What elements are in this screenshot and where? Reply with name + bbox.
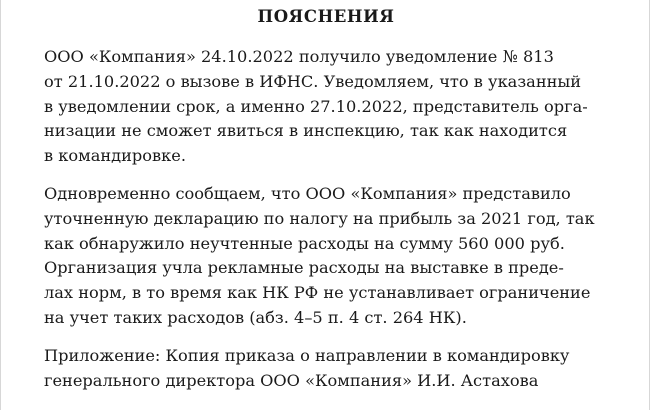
paragraph-attachment [44, 344, 644, 394]
document-title: ПОЯСНЕНИЯ [257, 7, 395, 26]
text-line: уточненную декларацию по налогу на прибыль за 2021 год, так [44, 208, 595, 228]
text-line: Организация учла рекламные расходы на выставке в преде- [44, 258, 564, 278]
text-line: лах норм, в то время как НК РФ не устанавливает ограничение [44, 283, 591, 303]
text-line: в командировке. [44, 146, 186, 166]
text-line: Одновременно сообщаем, что ООО «Компания» представило [44, 184, 571, 203]
text-line: в уведомлении срок, а именно 27.10.2022, представитель орга- [44, 96, 588, 116]
text-line: как обнаружило неучтенные расходы на сумму 560 000 руб. [44, 233, 565, 253]
paragraph-declaration [44, 182, 644, 331]
text-line: ООО «Компания» 24.10.2022 получило уведомление № 813 [44, 47, 554, 66]
text-line: низации не сможет явиться в инспекцию, так как находится [44, 121, 568, 141]
text-line: генерального директора ООО «Компания» И.И. Астахова [44, 370, 539, 390]
text-line: на учет таких расходов (абз. 4–5 п. 4 ст. 264 НК). [44, 307, 467, 327]
text-line: Приложение: Копия приказа о направлении в командировку [44, 346, 570, 365]
paragraph-notice [44, 45, 644, 169]
text-line: от 21.10.2022 о вызове в ИФНС. Уведомляем, что в указанный [44, 71, 582, 91]
